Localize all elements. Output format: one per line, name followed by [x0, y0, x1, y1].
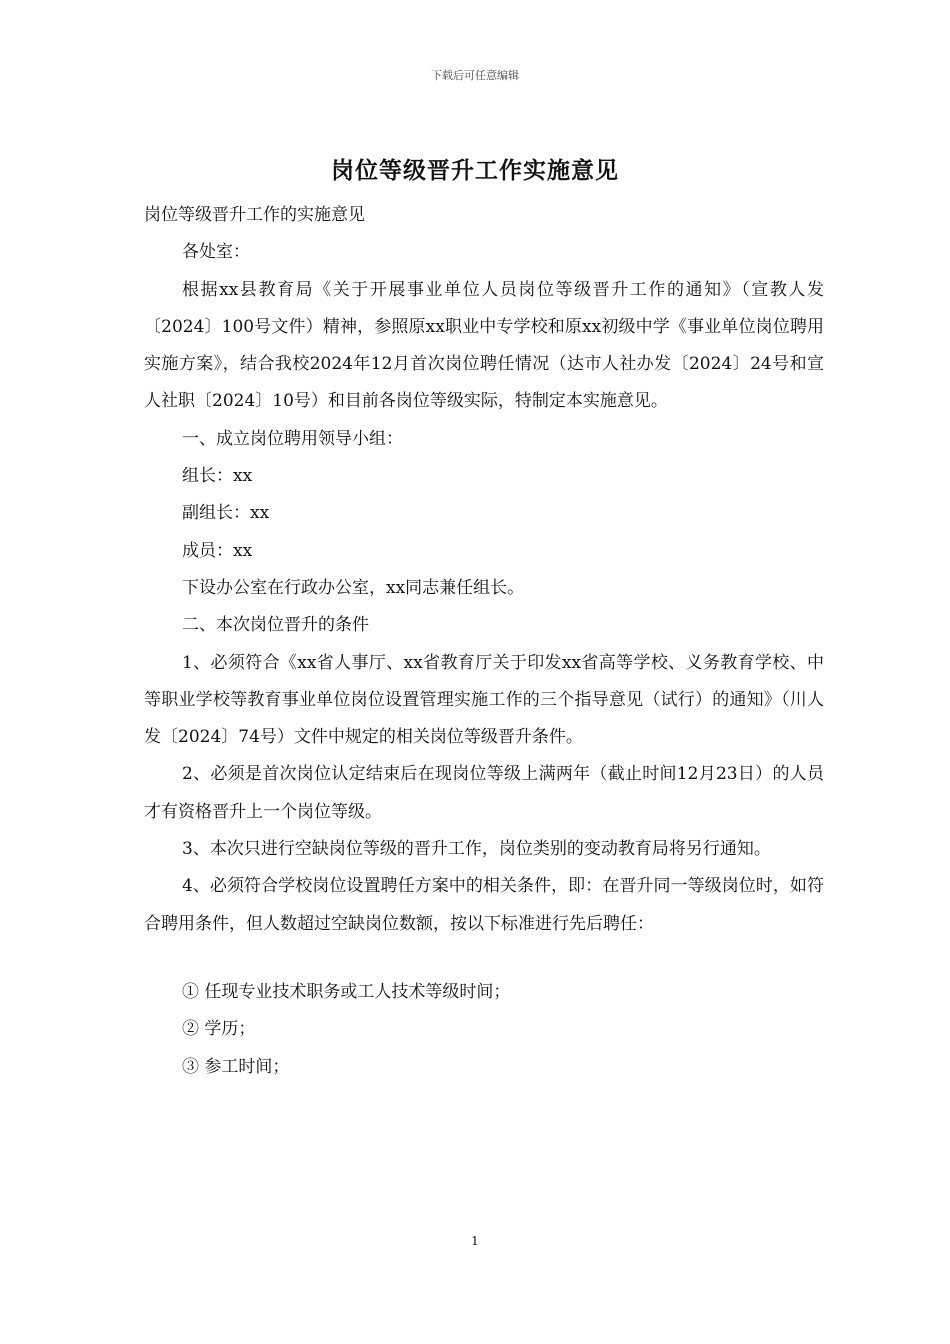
condition-1: 1、必须符合《xx省人事厅、xx省教育厅关于印发xx省高等学校、义务教育学校、中等职业学校等教育事业单位岗位设置管理实施工作的三个指导意见（试行）的通知》（川人发〔2024〕74号）文件中规定的相关岗位等级晋升条件。 — [144, 652, 824, 748]
deputy-leader-line: 副组长：xx — [182, 503, 270, 524]
paragraph-gap — [144, 943, 824, 974]
condition-3: 3、本次只进行空缺岗位等级的晋升工作，岗位类别的变动教育局将另行通知。 — [182, 839, 771, 860]
document-body — [144, 197, 824, 1086]
intro-paragraph: 根据xx县教育局《关于开展事业单位人员岗位等级晋升工作的通知》（宣教人发〔2024〕100号文件）精神，参照原xx职业中专学校和原xx初级中学《事业单位岗位聘用实施方案》，结合我校2024年12月首次岗位聘任情况（达市人社办发〔2024〕24号和宣人社职〔2024〕10号）和目前各岗位等级实际，特制定本实施意见。 — [144, 279, 824, 412]
criteria-item: ② 学历； — [182, 1019, 256, 1040]
leader-line: 组长：xx — [182, 466, 253, 487]
condition-4: 4、必须符合学校岗位设置聘任方案中的相关条件，即：在晋升同一等级岗位时，如符合聘用条件，但人数超过空缺岗位数额，按以下标准进行先后聘任： — [144, 876, 824, 934]
office-line: 下设办公室在行政办公室，xx同志兼任组长。 — [182, 577, 525, 598]
subtitle: 岗位等级晋升工作的实施意见 — [144, 205, 365, 225]
salutation: 各处室： — [182, 242, 250, 263]
section-2-heading: 二、本次岗位晋升的条件 — [182, 615, 369, 636]
criteria-item: ③ 参工时间； — [182, 1056, 290, 1077]
section-1-heading: 一、成立岗位聘用领导小组： — [182, 428, 403, 449]
page-header-note: 下载后可任意编辑 — [431, 69, 519, 82]
page-number: 1 — [471, 1234, 479, 1248]
document-title: 岗位等级晋升工作实施意见 — [331, 157, 619, 184]
criteria-item: ① 任现专业技术职务或工人技术等级时间； — [182, 981, 511, 1002]
condition-2: 2、必须是首次岗位认定结束后在现岗位等级上满两年（截止时间12月23日）的人员才有资格晋升上一个岗位等级。 — [144, 764, 824, 822]
members-line: 成员：xx — [182, 540, 253, 561]
